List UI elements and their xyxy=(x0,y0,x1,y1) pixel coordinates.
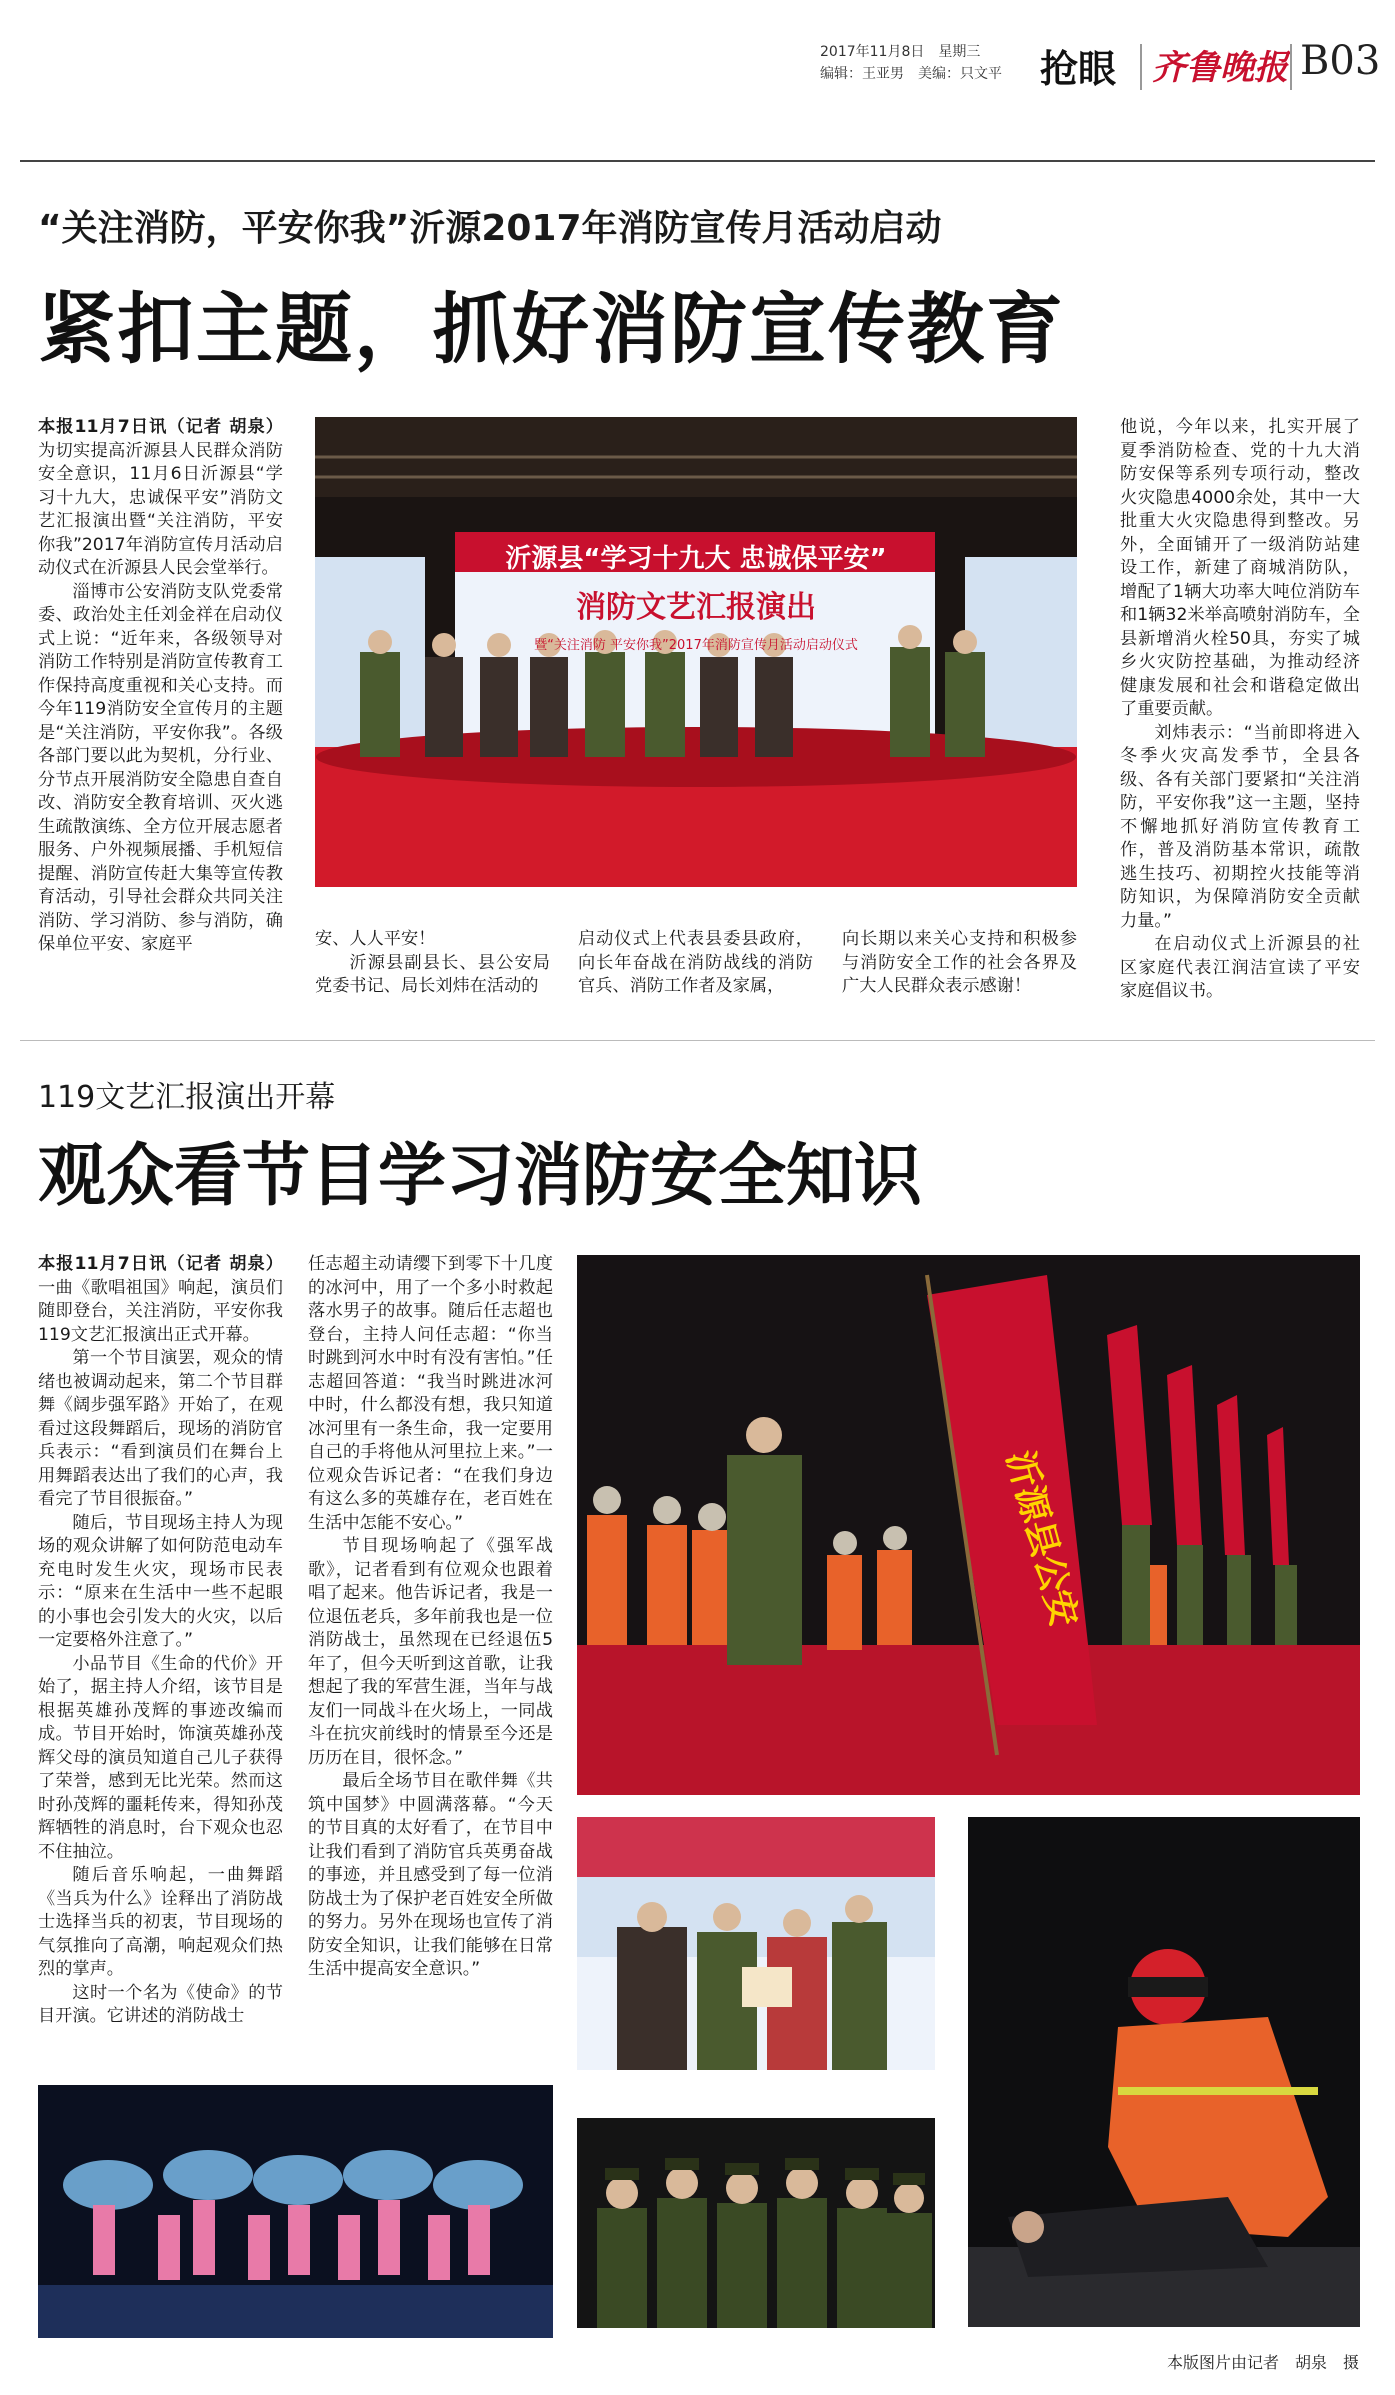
header-divider xyxy=(1290,44,1292,90)
article1-paragraph: 启动仪式上代表县委县政府，向长年奋战在消防战线的消防官兵、消防工作者及家属， xyxy=(578,929,813,996)
article1-column-1 xyxy=(38,416,283,976)
header-rule xyxy=(20,160,1375,162)
article1-headline: 紧扣主题，抓好消防宣传教育 xyxy=(38,286,1065,375)
section-title: 抢眼 xyxy=(1040,47,1117,91)
article2-column-1 xyxy=(38,1253,283,2063)
article1-column-4 xyxy=(842,928,1077,998)
article2-paragraph: 随后，节目现场主持人为现场的观众讲解了如何防范电动车充电时发生火灾，现场市民表示：“原来在生活中一些不起眼的小事也会引发大的火灾，以后一定要格外注意了。” xyxy=(38,1512,283,1650)
article2-paragraph: 节目现场响起了《强军战歌》，记者看到有位观众也跟着唱了起来。他告诉记者，我是一位退伍老兵，多年前我也是一位消防战士，虽然现在已经退伍5年了，但今天听到这首歌，让我想起了我的军营生涯，当年与战友们一同战斗在火场上，一同战斗在抗灾前线时的情景至今还是历历在目，很怀念。” xyxy=(308,1536,553,1768)
article2-paragraph: 小品节目《生命的代价》开始了，据主持人介绍，该节目是根据英雄孙茂辉的事迹改编而成。节目开始时，饰演英雄孙茂辉父母的演员知道自己儿子获得了荣誉，感到无比光荣。然而这时孙茂辉的噩耗传来，得知孙茂辉牺牲的消息时，台下观众也忍不住抽泣。 xyxy=(38,1653,283,1862)
article1-paragraph: 在启动仪式上沂源县的社区家庭代表江润洁宣读了平安家庭倡议书。 xyxy=(1120,934,1360,1001)
article1-paragraph: 淄博市公安消防支队党委常委、政治处主任刘金祥在启动仪式上说：“近年来，各级领导对消防工作特别是消防宣传教育工作保持高度重视和关心支持。而今年119消防安全宣传月的主题是“关注消防，平安你我”。各级各部门要以此为契机，分行业、分节点开展消防安全隐患自查自改、消防安全教育培训、灭火逃生疏散演练、全方位开展志愿者服务、户外视频展播、手机短信提醒、消防宣传赶大集等宣传教育活动，引导社会群众共同关注消防、学习消防、参与消防，确保单位平安、家庭平 xyxy=(38,581,283,954)
photo-credit: 本版图片由记者 胡泉 摄 xyxy=(1166,2353,1359,2372)
article2-column-2 xyxy=(308,1253,553,2053)
page-number: B03 xyxy=(1300,38,1381,84)
article2-paragraph: 这时一个名为《使命》的节目开演。它讲述的消防战士 xyxy=(38,1982,283,2026)
article1-paragraph: 为切实提高沂源县人民群众消防安全意识，11月6日沂源县“学习十九大，忠诚保平安”消防文艺汇报演出暨“关注消防，平安你我”2017年消防宣传月活动启动仪式在沂源县人民会堂举行。 xyxy=(38,440,283,578)
photo-dance-performance xyxy=(38,2085,553,2338)
photo-rescue-demo xyxy=(968,1817,1360,2327)
dateline: 本报11月7日讯（记者 胡泉） xyxy=(38,1254,283,1274)
article1-column-3 xyxy=(578,928,813,998)
article1-paragraph: 他说，今年以来，扎实开展了夏季消防检查、党的十九大消防安保等系列专项行动，整改火灾隐患4000余处，其中一大批重大火灾隐患得到整改。另外，全面铺开了一级消防站建设工作，新建了商城消防队，增配了1辆大功率大吨位消防车和1辆32米举高喷射消防车，全县新增消火栓50具，夯实了城乡火灾防控基础，为推动经济健康发展和社会和谐稳定做出了重要贡献。 xyxy=(1120,417,1360,719)
flag-text: 沂源县公安 xyxy=(998,1446,1085,1632)
article1-subtitle: “关注消防，平安你我”沂源2017年消防宣传月活动启动 xyxy=(38,208,942,249)
editor-credit: 编辑：王亚男 美编：只文平 xyxy=(820,66,1002,82)
article2-paragraph: 第一个节目演罢，观众的情绪也被调动起来，第二个节目群舞《阔步强军路》开始了，在观看过这段舞蹈后，现场的消防官兵表示：“看到演员们在舞台上用舞蹈表达出了我们的心声，我看完了节目很振奋。” xyxy=(38,1348,283,1509)
section-divider xyxy=(20,1040,1375,1041)
article1-paragraph: 刘炜表示：“当前即将进入冬季火灾高发季节，全县各级、各有关部门要紧扣“关注消防，平安你我”这一主题，坚持不懈地抓好消防宣传教育工作，普及消防基本常识，疏散逃生技巧、初期控火技能等消防知识，为保障消防安全贡献力量。” xyxy=(1120,722,1360,931)
stage-banner-line3: 暨“关注消防 平安你我”2017年消防宣传月活动启动仪式 xyxy=(534,638,858,653)
photo-launch-ceremony xyxy=(315,417,1077,887)
article1-paragraph: 沂源县副县长、县公安局党委书记、局长刘炜在活动的 xyxy=(315,952,550,996)
article2-subtitle: 119文艺汇报演出开幕 xyxy=(38,1080,336,1115)
article1-paragraph: 安、人人平安！ xyxy=(315,929,436,949)
article1-column-5 xyxy=(1120,416,1360,1001)
photo-soldiers-singing xyxy=(577,2118,935,2328)
photo-flag-ceremony xyxy=(577,1255,1360,1795)
stage-banner-line1: 沂源县“学习十九大 忠诚保平安” xyxy=(505,544,887,574)
photo-award-presentation xyxy=(577,1817,935,2070)
article2-headline: 观众看节目学习消防安全知识 xyxy=(38,1137,923,1216)
article1-paragraph: 向长期以来关心支持和积极参与消防安全工作的社会各界及广大人民群众表示感谢！ xyxy=(842,929,1077,996)
article2-paragraph: 最后全场节目在歌伴舞《共筑中国梦》中圆满落幕。“今天的节目真的太好看了，在节目中让我们看到了消防官兵英勇奋战的事迹，并且感受到了每一位消防战士为了保护老百姓安全所做的努力。另外在现场也宣传了消防安全知识，让我们能够在日常生活中提高安全意识。” xyxy=(308,1771,553,1979)
article2-paragraph: 随后音乐响起，一曲舞蹈《当兵为什么》诠释出了消防战士选择当兵的初衷，节目现场的气氛推向了高潮，响起观众们热烈的掌声。 xyxy=(38,1865,283,1979)
stage-banner-line2: 消防文艺汇报演出 xyxy=(576,590,816,625)
dateline: 本报11月7日讯（记者 胡泉） xyxy=(38,417,283,437)
issue-date: 2017年11月8日 星期三 xyxy=(820,44,981,60)
newspaper-logo: 齐鲁晚报 xyxy=(1152,48,1288,88)
header-divider xyxy=(1140,44,1142,90)
article2-paragraph: 一曲《歌唱祖国》响起，演员们随即登台，关注消防，平安你我119文艺汇报演出正式开幕。 xyxy=(38,1277,283,1345)
article2-paragraph: 任志超主动请缨下到零下十几度的冰河中，用了一个多小时救起落水男子的故事。随后任志超也登台，主持人问任志超：“你当时跳到河水中时有没有害怕。”任志超回答道：“我当时跳进冰河中时，什么都没有想，我只知道冰河里有一条生命，我一定要用自己的手将他从河里拉上来。”一位观众告诉记者：“在我们身边有这么多的英雄存在，老百姓在生活中怎能不安心。” xyxy=(308,1254,553,1533)
article1-column-2 xyxy=(315,928,550,998)
